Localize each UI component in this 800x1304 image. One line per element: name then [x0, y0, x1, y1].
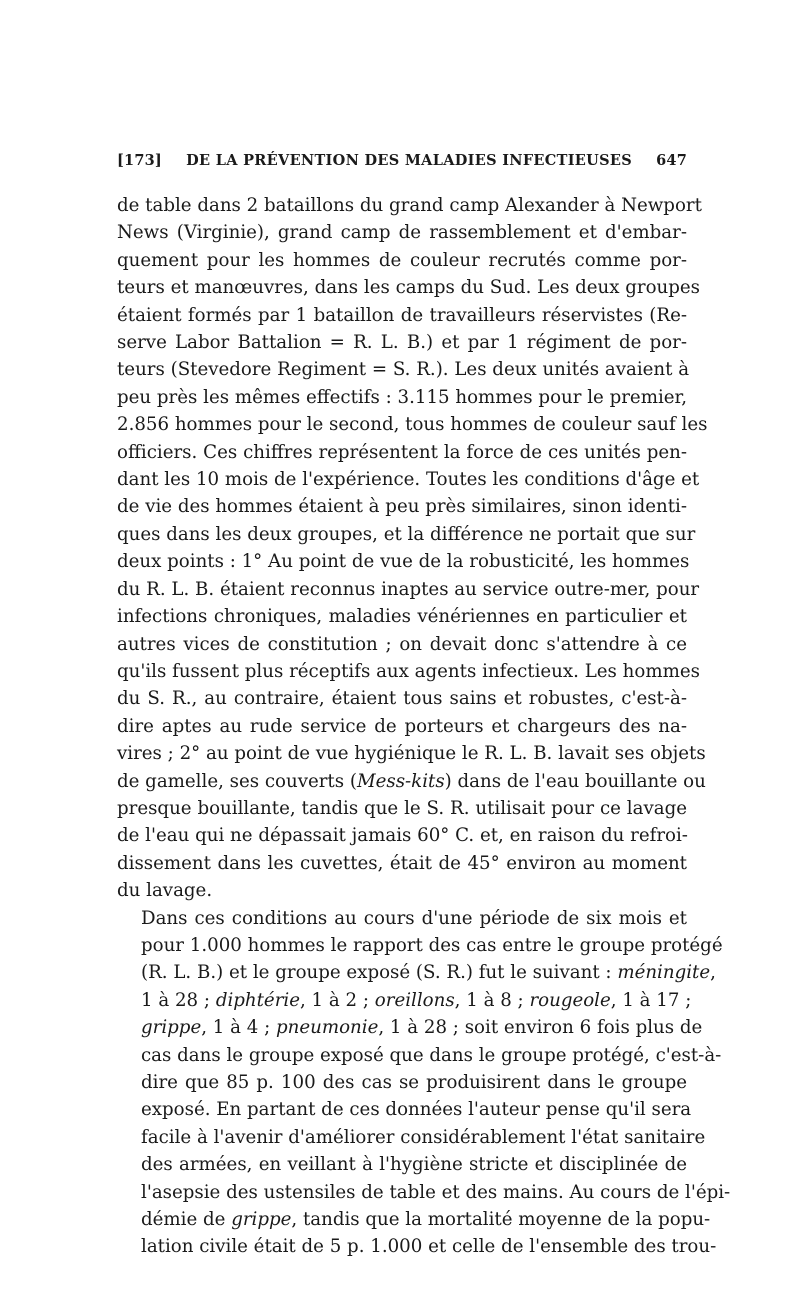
paragraph	[117, 905, 731, 1261]
page-reference: [173]	[117, 152, 162, 169]
text-line: officiers. Ces chiffres représentent la force de ces unités pen-	[117, 441, 687, 463]
text-line: pour 1.000 hommes le rapport des cas entre le groupe protégé	[141, 934, 723, 956]
text-line: démie de grippe, tandis que la mortalité moyenne de la popu-	[141, 1209, 711, 1231]
text-line: dire aptes au rude service de porteurs et chargeurs des na-	[117, 715, 687, 737]
text-line: News (Virginie), grand camp de rassemblement et d'embar-	[117, 222, 687, 244]
text-line: dire que 85 p. 100 des cas se produisirent dans le groupe	[141, 1072, 687, 1093]
text-line: vires ; 2° au point de vue hygiénique le R. L. B. lavait ses objets	[117, 743, 706, 765]
text-line: 1 à 28 ; diphtérie, 1 à 2 ; oreillons, 1 à 8 ; rougeole, 1 à 17 ;	[141, 989, 692, 1011]
text-line: serve Labor Battalion = R. L. B.) et par 1 régiment de por-	[117, 332, 687, 354]
text-line: du S. R., au contraire, étaient tous sains et robustes, c'est-à-	[117, 688, 687, 710]
text-line: de l'eau qui ne dépassait jamais 60° C. et, en raison du refroi-	[117, 825, 688, 847]
text-line: l'asepsie des ustensiles de table et des mains. Au cours de l'épi-	[141, 1181, 731, 1203]
text-line: teurs et manœuvres, dans les camps du Sud. Les deux groupes	[117, 277, 700, 299]
text-line: du R. L. B. étaient reconnus inaptes au service outre-mer, pour	[117, 578, 700, 600]
paragraph	[117, 192, 708, 905]
text-line: infections chroniques, maladies vénériennes en particulier et	[117, 606, 687, 628]
text-line: quement pour les hommes de couleur recrutés comme por-	[117, 249, 687, 271]
text-line: facile à l'avenir d'améliorer considérablement l'état sanitaire	[141, 1126, 706, 1148]
body-text	[117, 192, 731, 1261]
text-line: autres vices de constitution ; on devait donc s'attendre à ce	[117, 633, 687, 655]
text-line: de gamelle, ses couverts (Mess-kits) dans de l'eau bouillante ou	[117, 770, 706, 792]
text-line: de vie des hommes étaient à peu près similaires, sinon identi-	[117, 496, 687, 518]
text-line: grippe, 1 à 4 ; pneumonie, 1 à 28 ; soit environ 6 fois plus de	[141, 1017, 703, 1039]
text-line: dant les 10 mois de l'expérience. Toutes les conditions d'âge et	[117, 469, 700, 491]
text-line: peu près les mêmes effectifs : 3.115 hommes pour le premier,	[117, 386, 687, 408]
text-line: Dans ces conditions au cours d'une période de six mois et	[141, 907, 687, 929]
text-line: du lavage.	[117, 880, 213, 902]
document-page	[117, 152, 731, 1261]
page-number: 647	[656, 152, 687, 169]
text-line: qu'ils fussent plus réceptifs aux agents infectieux. Les hommes	[117, 660, 700, 682]
text-line: presque bouillante, tandis que le S. R. utilisait pour ce lavage	[117, 797, 687, 819]
text-line: des armées, en veillant à l'hygiène stricte et disciplinée de	[141, 1154, 687, 1176]
text-line: étaient formés par 1 bataillon de travailleurs réservistes (Re-	[117, 304, 687, 326]
running-header	[117, 152, 687, 192]
text-line: dissement dans les cuvettes, était de 45° environ au moment	[117, 852, 687, 874]
text-line: deux points : 1° Au point de vue de la robusticité, les hommes	[117, 551, 690, 573]
text-line: exposé. En partant de ces données l'auteur pense qu'il sera	[141, 1099, 692, 1121]
text-line: (R. L. B.) et le groupe exposé (S. R.) fut le suivant : méningite,	[141, 962, 716, 984]
text-line: lation civile était de 5 p. 1.000 et celle de l'ensemble des trou-	[141, 1236, 717, 1258]
text-line: teurs (Stevedore Regiment = S. R.). Les deux unités avaient à	[117, 359, 690, 381]
running-title: DE LA PRÉVENTION DES MALADIES INFECTIEUSES	[186, 152, 632, 169]
text-line: ques dans les deux groupes, et la différence ne portait que sur	[117, 523, 696, 545]
text-line: de table dans 2 bataillons du grand camp Alexander à Newport	[117, 195, 702, 216]
text-line: cas dans le groupe exposé que dans le groupe protégé, c'est-à-	[141, 1044, 722, 1066]
text-line: 2.856 hommes pour le second, tous hommes de couleur sauf les	[117, 414, 708, 436]
